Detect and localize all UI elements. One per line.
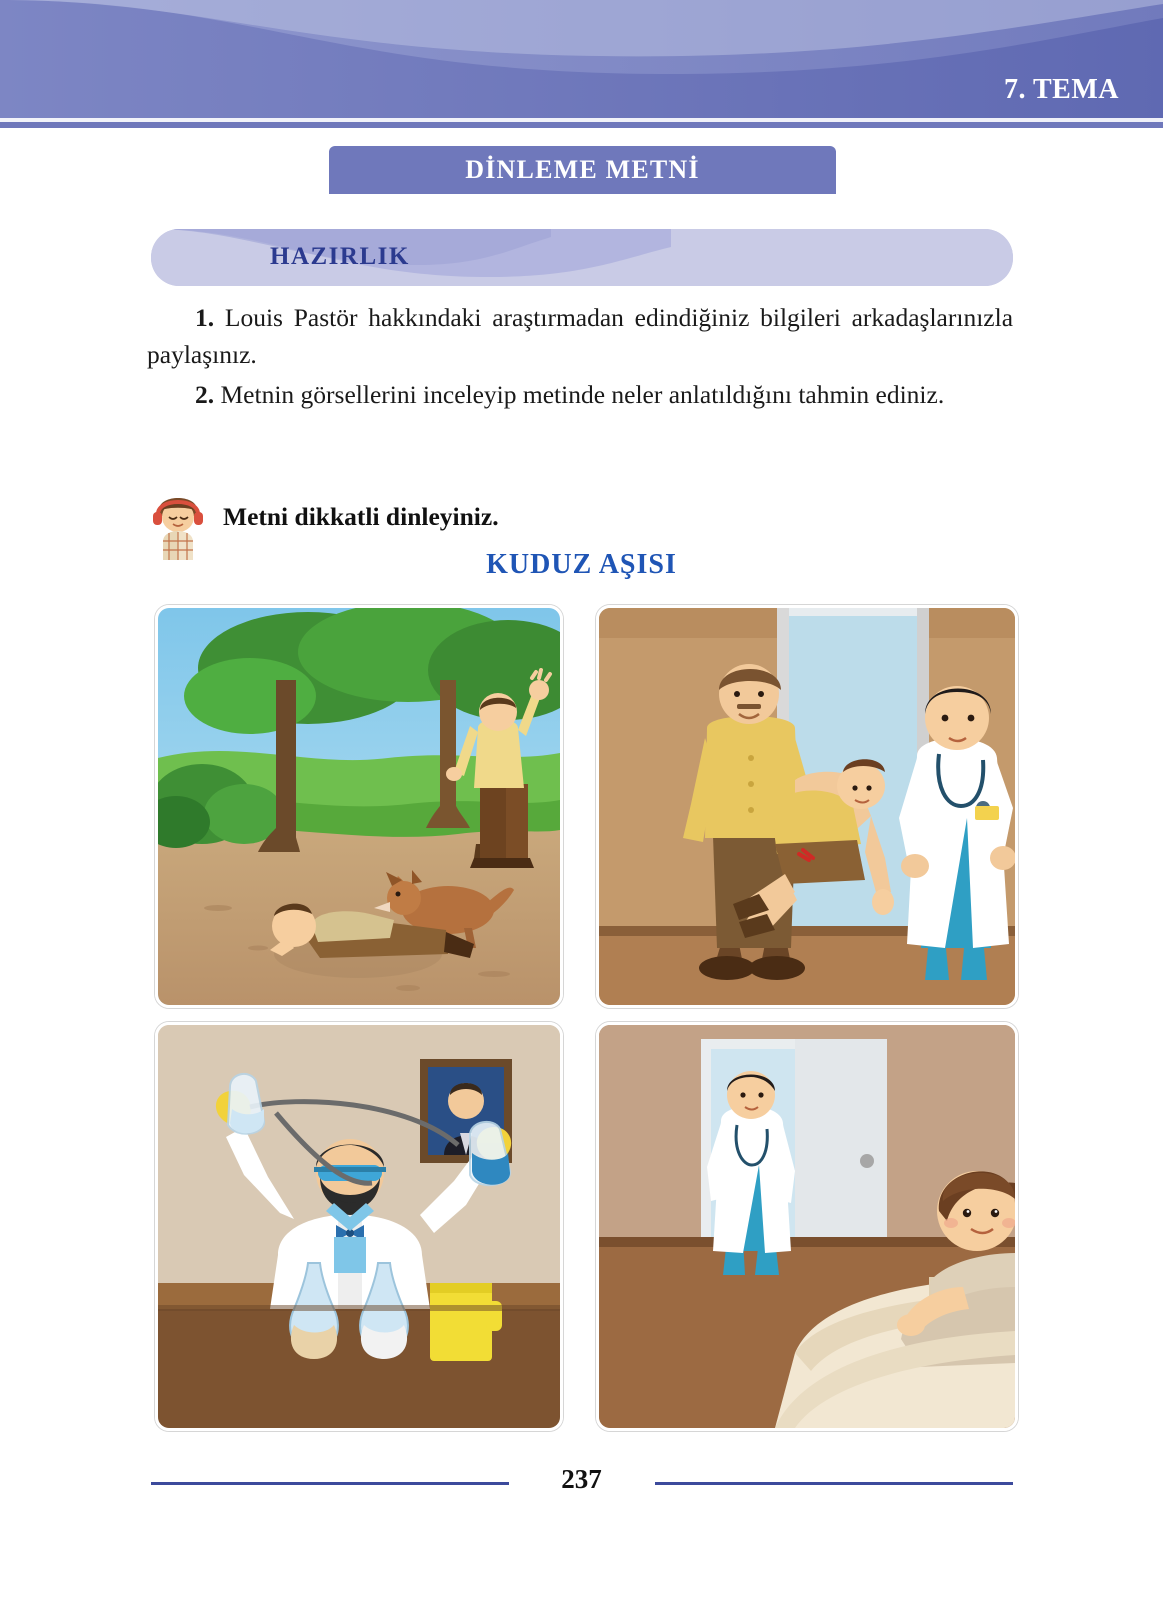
listen-instruction-text: Metni dikkatli dinleyiniz.	[223, 502, 499, 531]
listening-text-tab-label: DİNLEME METNİ	[465, 155, 700, 184]
question-2-text: Metnin görsellerini inceleyip metinde neler anlatıldığını tahmin ediniz.	[220, 380, 945, 410]
page-footer	[0, 1464, 1163, 1504]
figure-dog-attack	[155, 605, 563, 1008]
theme-label: 7. TEMA	[1004, 74, 1119, 105]
preparation-label: HAZIRLIK	[270, 243, 410, 270]
figure-father-carries-child-to-doctor	[596, 605, 1018, 1008]
page-title: KUDUZ AŞISI	[486, 549, 677, 580]
question-2-number: 2.	[195, 380, 215, 410]
listening-text-tab	[329, 146, 836, 194]
question-1-number: 1.	[195, 303, 215, 332]
page-header-banner	[0, 0, 1163, 130]
figure-scientist-in-laboratory	[155, 1022, 563, 1431]
question-item-2	[147, 377, 1013, 414]
page-number: 237	[561, 1464, 602, 1494]
illustration-grid	[155, 605, 1012, 1425]
question-item-1	[147, 300, 1013, 373]
figure-child-in-hospital-bed	[596, 1022, 1018, 1431]
questions-container	[147, 300, 1013, 418]
question-1-text: Louis Pastör hakkındaki araştırmadan edindiğiniz bilgileri arkadaşlarınızla paylaşınız.	[147, 303, 1014, 369]
